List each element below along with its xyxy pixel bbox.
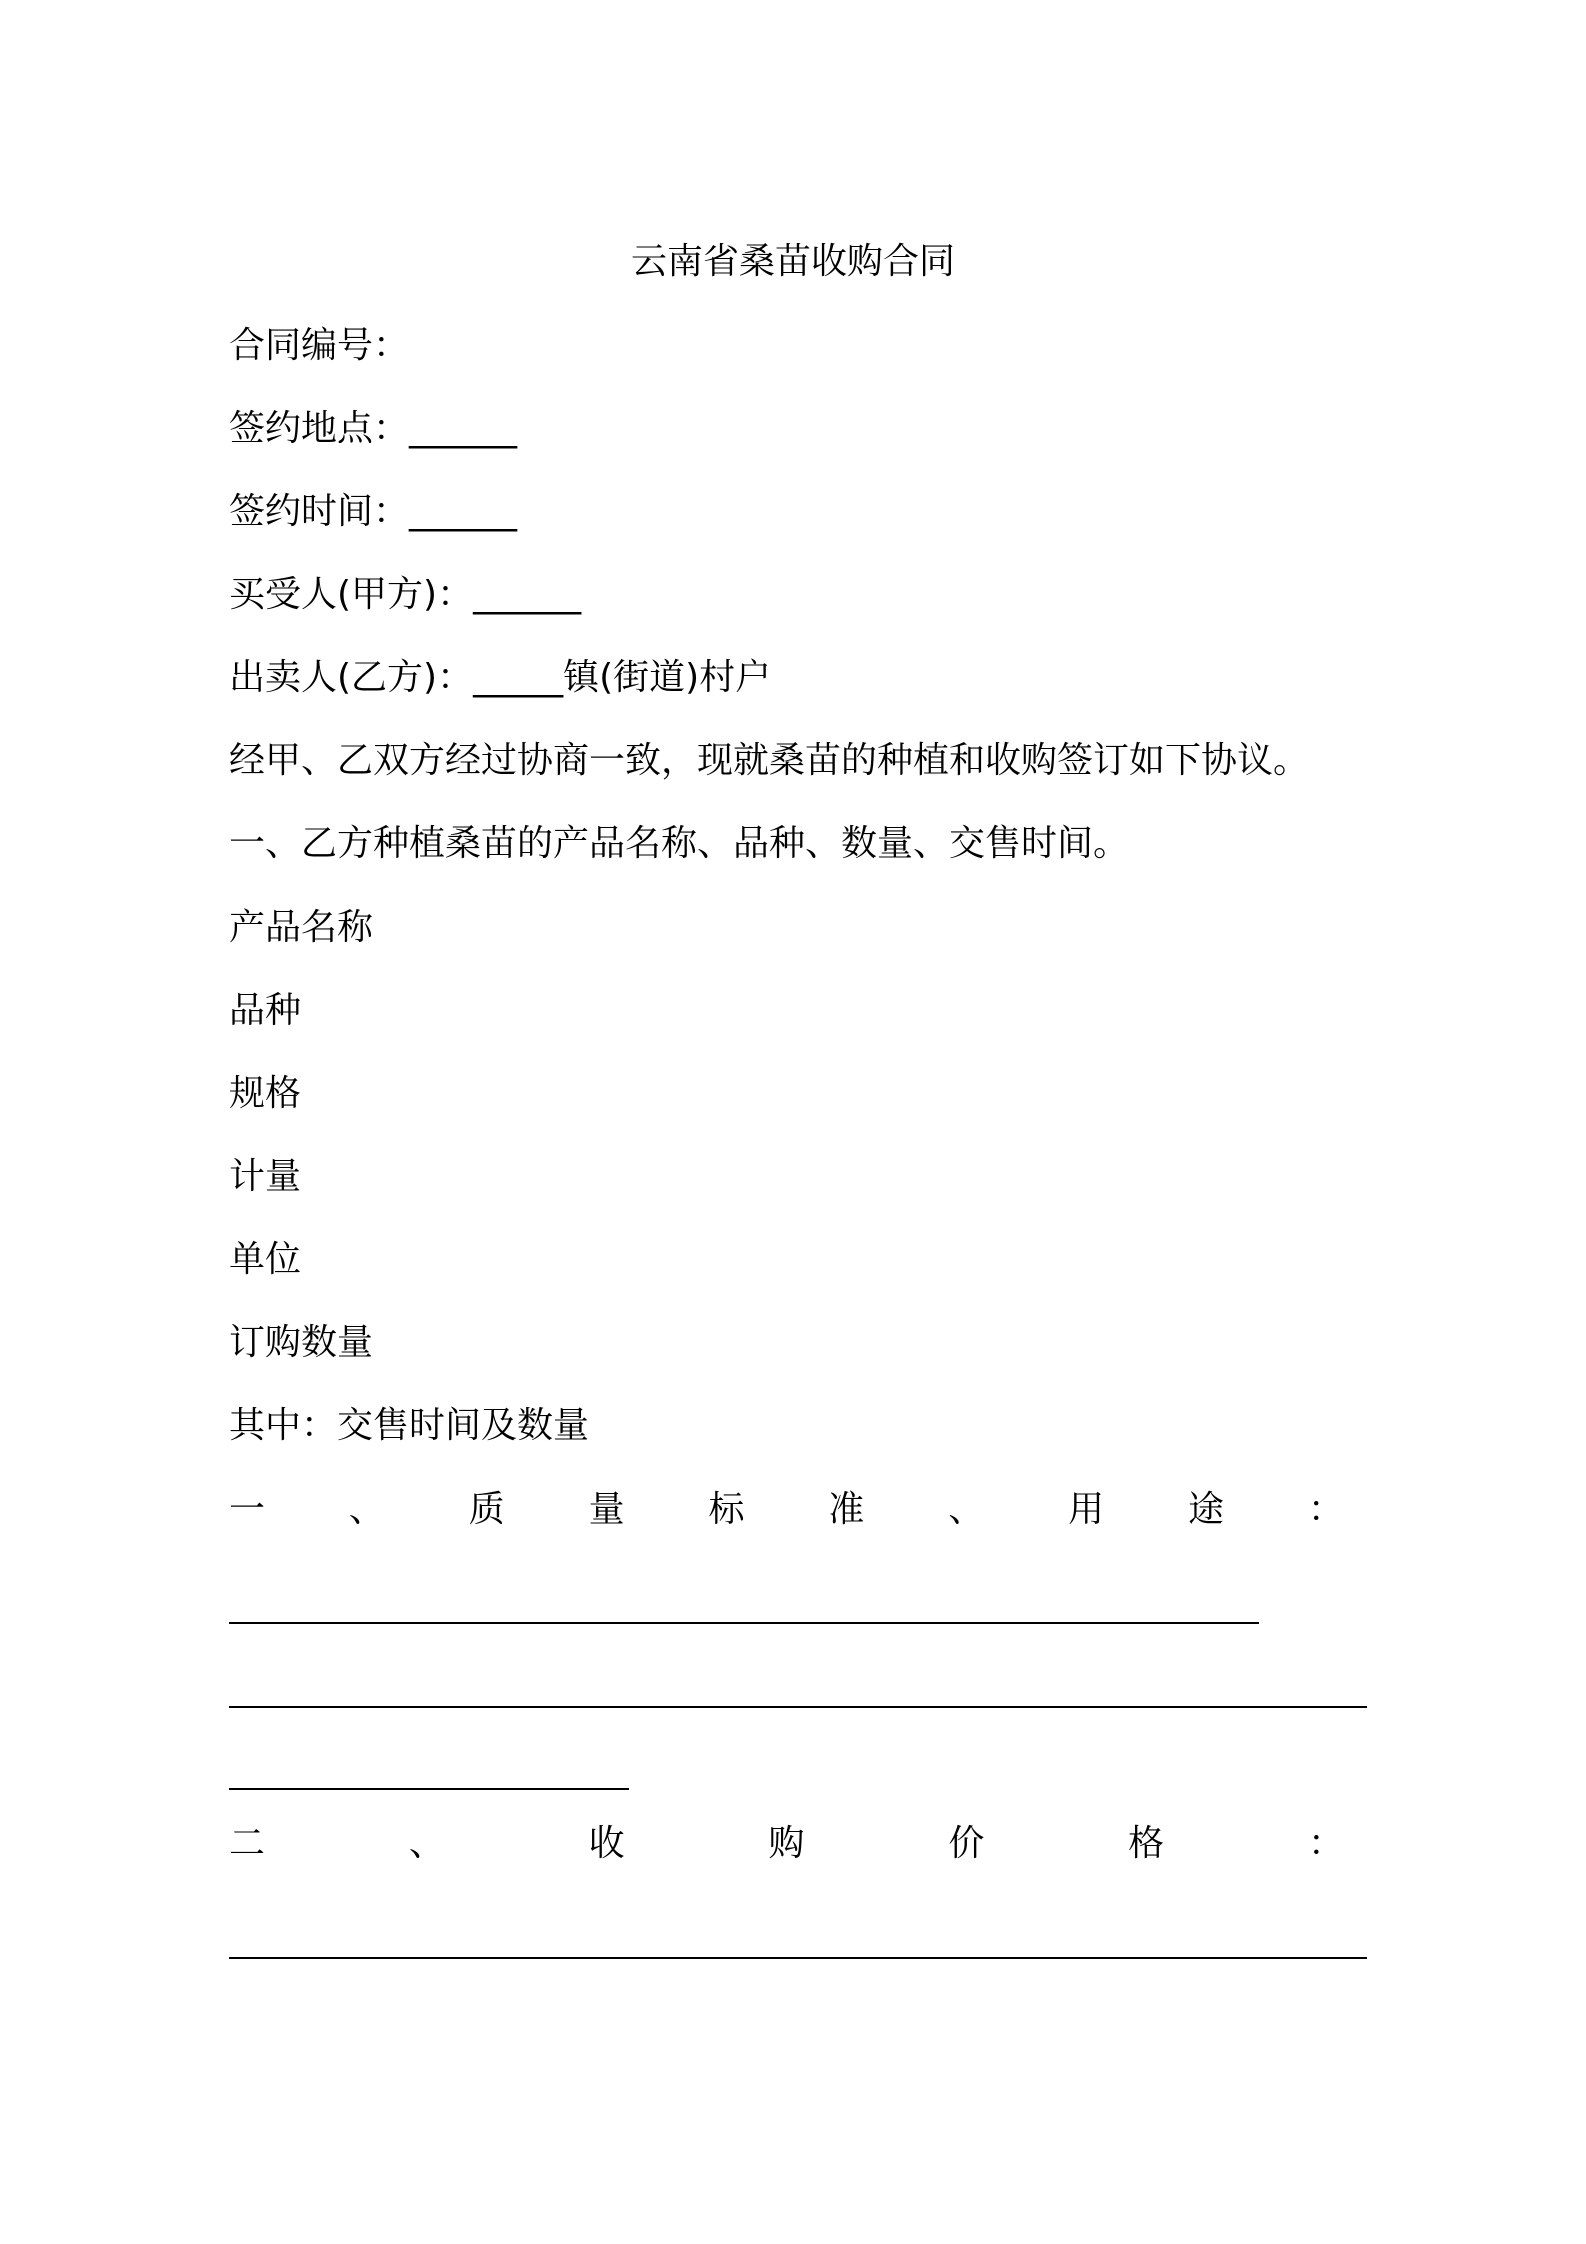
blank-line	[229, 1706, 1367, 1708]
blank-line	[229, 1788, 629, 1790]
item-order-quantity: 订购数量	[229, 1322, 374, 1363]
heading-char: 一	[229, 1489, 266, 1530]
seller-field: 出卖人(乙方)：_____镇(街道)村户	[229, 657, 772, 698]
section-3-heading	[229, 1820, 1344, 1868]
blank-line	[229, 1622, 1259, 1624]
heading-char: 格	[1128, 1823, 1165, 1864]
heading-char: 、	[408, 1823, 445, 1864]
heading-char: 标	[708, 1489, 745, 1530]
heading-char: 途	[1188, 1489, 1225, 1530]
item-variety: 品种	[229, 990, 302, 1031]
intro-paragraph: 经甲、乙双方经过协商一致，现就桑苗的种植和收购签订如下协议。	[229, 740, 1310, 781]
heading-char: 购	[768, 1823, 805, 1864]
heading-char: 用	[1068, 1489, 1105, 1530]
heading-char: 二	[229, 1823, 266, 1864]
signing-time-field: 签约时间：______	[229, 491, 518, 532]
blank-line	[229, 1957, 1367, 1959]
heading-char: ：	[1307, 1489, 1344, 1530]
heading-char: 准	[828, 1489, 865, 1530]
heading-char: 收	[588, 1823, 625, 1864]
section-2-heading	[229, 1486, 1344, 1534]
item-delivery-time-quantity: 其中：交售时间及数量	[229, 1405, 590, 1446]
item-unit: 单位	[229, 1239, 302, 1280]
buyer-field: 买受人(甲方)：______	[229, 574, 582, 615]
item-product-name: 产品名称	[229, 907, 374, 948]
heading-char: 、	[948, 1489, 985, 1530]
heading-char: 、	[348, 1489, 385, 1530]
item-specification: 规格	[229, 1073, 302, 1114]
section-1-heading: 一、乙方种植桑苗的产品名称、品种、数量、交售时间。	[229, 823, 1130, 864]
heading-char: ：	[1307, 1823, 1344, 1864]
document-title: 云南省桑苗收购合同	[630, 241, 955, 282]
item-measure: 计量	[229, 1156, 302, 1197]
signing-place-field: 签约地点：______	[229, 408, 518, 449]
heading-char: 质	[468, 1489, 505, 1530]
heading-char: 量	[588, 1489, 625, 1530]
contract-number-field: 合同编号：	[229, 325, 410, 366]
heading-char: 价	[948, 1823, 985, 1864]
